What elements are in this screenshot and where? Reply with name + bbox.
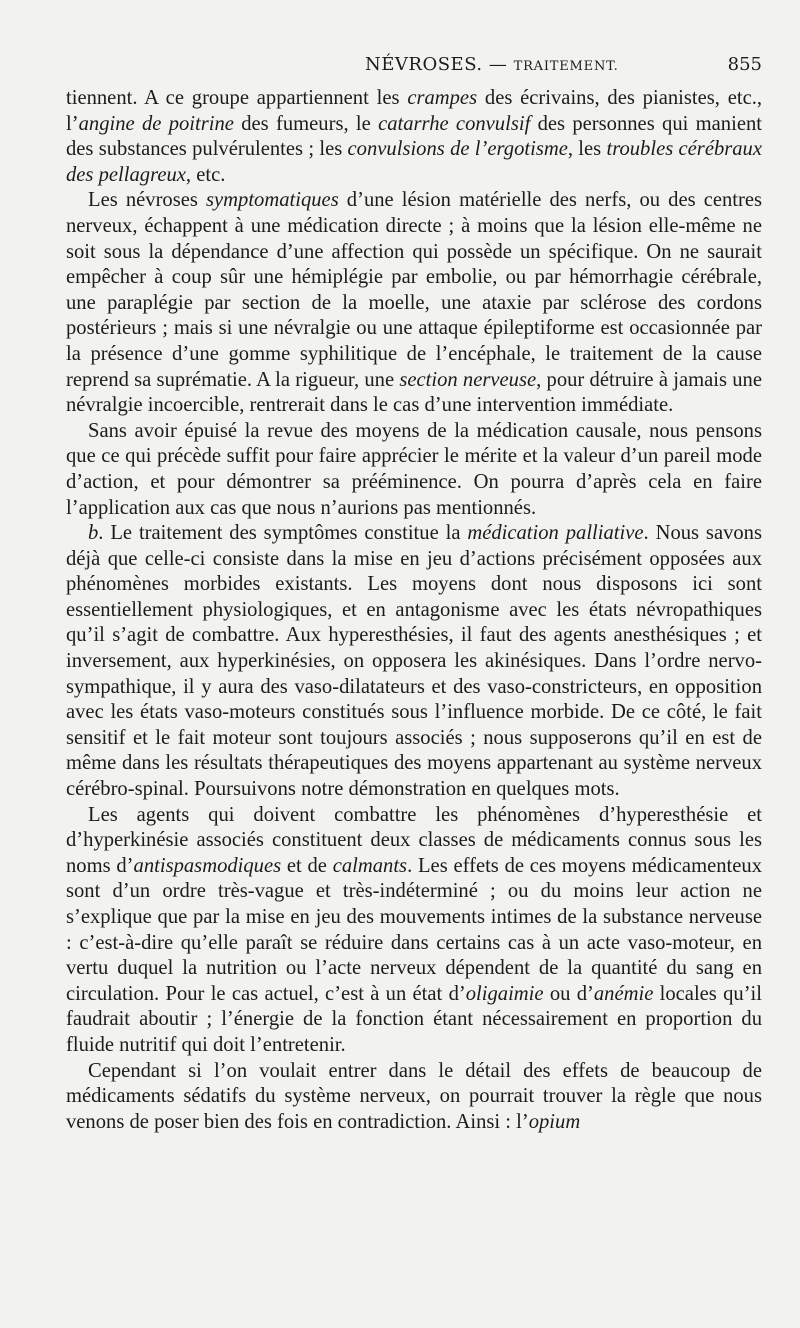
- text-run: , etc.: [185, 163, 226, 186]
- text-run: Les agents qui doivent combattre les phénomènes d’hyperesthésie et d’hyperkinésie associés constituent deux classes de médicaments connus sous les noms d’: [66, 803, 762, 877]
- italic-term: section nerveuse: [399, 368, 537, 391]
- italic-term: antispasmodiques: [133, 854, 282, 877]
- text-run: d’une lésion matérielle des nerfs, ou des centres nerveux, échappent à une médication directe ; à moins que la lésion elle-même ne soit sous la dépendance d’une affection qui possède un spécifique. On ne saurait empêcher à coup sûr une hémiplégie par embolie, ou par hémorrhagie cérébrale, une paraplégie par section de la moelle, une ataxie par sclérose des cordons postérieurs ; mais si une névralgie ou une attaque épileptiforme est occasionnée par la présence d’une gomme syphilitique de l’encéphale, le traitement de la cause reprend sa suprématie. A la rigueur, une: [66, 189, 763, 391]
- text-run: des personnes qui manient des substances pulvérulentes ; les: [66, 112, 762, 161]
- paragraph: [66, 86, 762, 188]
- italic-term: calmants: [332, 854, 408, 877]
- text-run: , pour détruire à jamais une névralgie incoercible, rentrerait dans le cas d’une intervention immédiate.: [66, 368, 762, 417]
- text-run: . Nous savons déjà que celle-ci consiste dans la mise en jeu d’actions précisément opposées aux phénomènes morbides existants. Les moyens dont nous disposons ici sont essentiellement physiologiques, et en antagonisme avec les états névropathiques qu’il s’agit de combattre. Aux hyperesthésies, il faut des agents anesthésiques ; et inversement, aux hyperkinésies, on opposera les akinésiques. Dans l’ordre nervo-sympathique, il y aura des vaso-dilatateurs et des vaso-constricteurs, en opposition avec les états vaso-moteurs constitués sous l’influence morbide. De ce côté, le fait sensitif et le fait moteur sont toujours associés ; nous supposerons qu’il en est de même dans les résultats thérapeutiques des moyens appartenant au système nerveux cérébro-spinal. Poursuivons notre démonstration en quelques mots.: [66, 522, 762, 801]
- text-run: des écrivains, des pianistes, etc., l’: [66, 87, 763, 135]
- text-run: des fumeurs, le: [233, 112, 379, 135]
- text-run: , les: [567, 138, 607, 161]
- paragraph: [66, 419, 762, 521]
- running-title: NÉVROSES. — TRAITEMENT.: [365, 54, 619, 75]
- running-header: [66, 54, 762, 80]
- italic-term: catarrhe convulsif: [378, 112, 531, 135]
- italic-term: troubles cérébraux des pellagreux: [66, 138, 762, 186]
- text-run: Les névroses: [88, 189, 206, 212]
- italic-term: opium: [528, 1110, 581, 1133]
- italic-term: b: [88, 522, 99, 545]
- body-text: [66, 86, 762, 1135]
- paragraph: [66, 521, 762, 803]
- paragraph: [66, 1059, 762, 1136]
- paragraph: [66, 188, 762, 418]
- italic-term: crampes: [407, 87, 478, 109]
- italic-term: angine de poitrine: [78, 112, 234, 135]
- running-subtitle: TRAITEMENT.: [513, 59, 619, 74]
- text-run: . Le traitement des symptômes constitue la: [98, 522, 468, 545]
- italic-term: médication palliative: [467, 522, 644, 545]
- text-run: . Les effets de ces moyens médicamenteux sont d’un ordre très-vague et très-indéterminé ; ou du moins leur action ne s’explique que par la mise en jeu des mouvements intimes de la substance nerveuse : c’est-à-dire qu’elle paraît se réduire dans certains cas à un acte vaso-moteur, en vertu duquel la nutrition ou l’acte nerveux dépendent de la quantité du sang en circulation. Pour le cas actuel, c’est à un état d’: [66, 854, 762, 1005]
- italic-term: oligaimie: [465, 982, 544, 1005]
- text-run: Cependant si l’on voulait entrer dans le détail des effets de beaucoup de médicaments sédatifs du système nerveux, on pourrait trouver la règle que nous venons de poser bien des fois en contradiction. Ainsi : l’: [66, 1059, 762, 1133]
- italic-term: symptomatiques: [206, 189, 339, 212]
- text-run: et de: [281, 854, 333, 877]
- text-run: Sans avoir épuisé la revue des moyens de la médication causale, nous pensons que ce qui précède suffit pour faire apprécier le mérite et la valeur d’un pareil mode d’action, et pour démontrer sa prééminence. On pourra d’après cela en faire l’application aux cas que nous n’aurions pas mentionnés.: [66, 419, 762, 519]
- paragraph: [66, 803, 762, 1059]
- text-run: tiennent. A ce groupe appartiennent les: [66, 87, 408, 109]
- italic-term: convulsions de l’ergotisme: [347, 138, 568, 161]
- italic-term: anémie: [593, 982, 654, 1005]
- page-number: 855: [727, 54, 762, 75]
- text-run: ou d’: [543, 982, 594, 1005]
- text-run: locales qu’il faudrait aboutir ; l’énergie de la fonction étant nécessairement en proportion du fluide nutritif qui doit l’entretenir.: [66, 982, 763, 1056]
